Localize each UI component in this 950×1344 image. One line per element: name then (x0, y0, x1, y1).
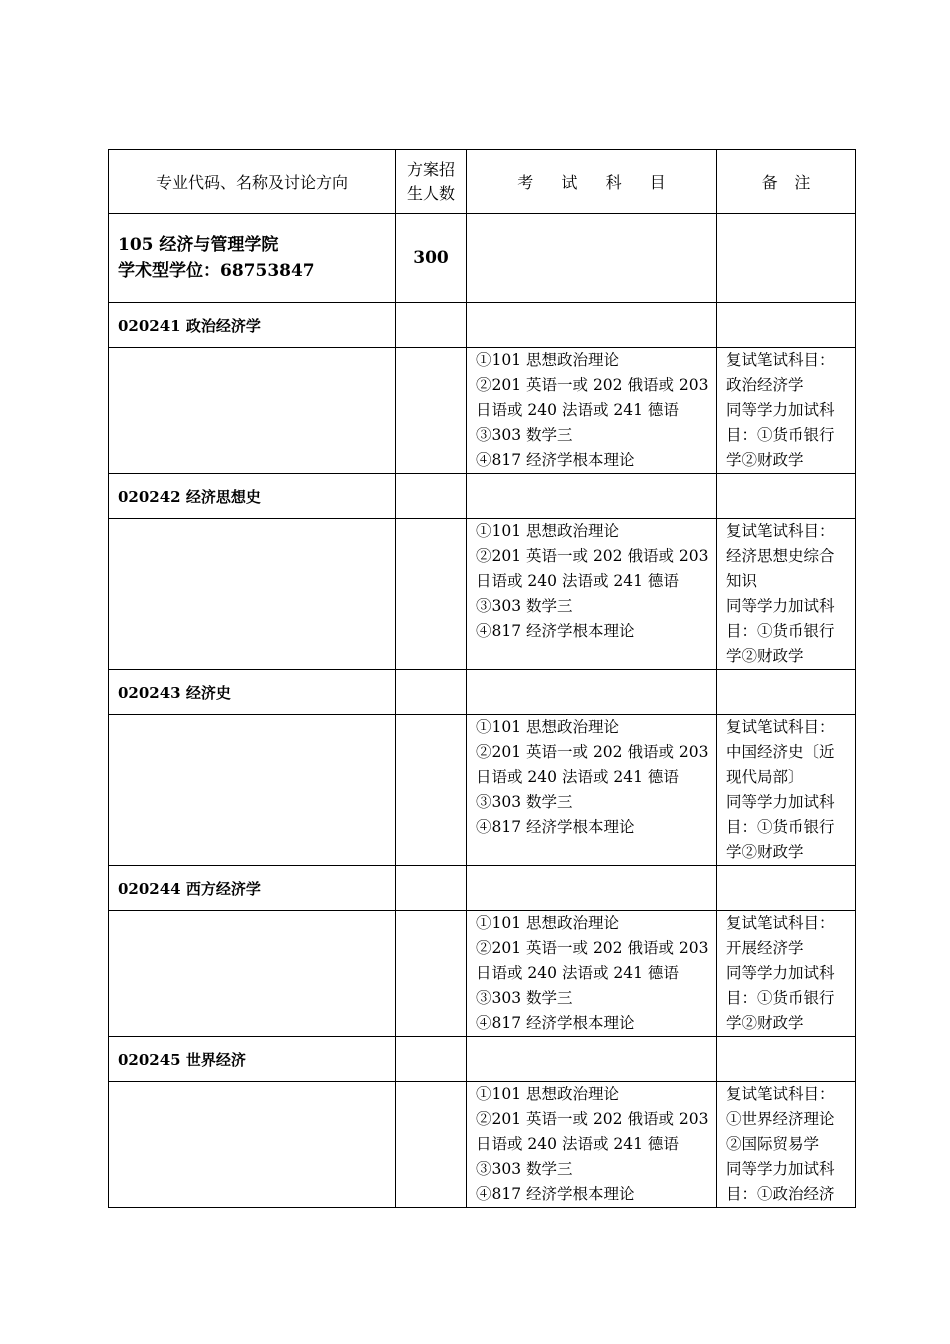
exam-subject: ④817 经济学根本理论 (476, 622, 635, 640)
major-row (109, 303, 856, 348)
remark-line: 经济思想史综合 (726, 547, 835, 565)
remark-line: ②国际贸易学 (726, 1135, 820, 1153)
major-row (109, 866, 856, 911)
exam-subject: ②201 英语一或 202 俄语或 203 (476, 939, 709, 957)
remark-line: 学②财政学 (726, 1014, 804, 1032)
remark-line: 目：①货币银行 (726, 818, 835, 836)
exam-subject: ④817 经济学根本理论 (476, 451, 635, 469)
remarks (717, 911, 856, 1037)
exam-subjects (467, 519, 717, 670)
remark-line: 知识 (726, 572, 758, 590)
exam-subject: ①101 思想政治理论 (476, 718, 620, 736)
major-name: 020242 经济思想史 (109, 474, 396, 519)
exam-subject: ④817 经济学根本理论 (476, 1014, 635, 1032)
remark-line: 目：①货币银行 (726, 622, 835, 640)
major-row (109, 474, 856, 519)
exam-subject: ③303 数学三 (476, 1160, 573, 1178)
major-name: 020241 政治经济学 (109, 303, 396, 348)
table-header-row (109, 150, 856, 214)
exam-subject: ④817 经济学根本理论 (476, 1185, 635, 1203)
remark-line: 复试笔试科目： (726, 914, 835, 932)
college-quota: 300 (396, 214, 467, 303)
remark-line: 中国经济史〔近 (726, 743, 835, 761)
exam-subject: 日语或 240 法语或 241 德语 (476, 401, 679, 419)
remark-line: 同等学力加试科 (726, 793, 835, 811)
header-subjects: 考 试 科 目 (467, 150, 717, 214)
exam-subjects (467, 715, 717, 866)
exam-subject: ①101 思想政治理论 (476, 351, 620, 369)
major-name: 020245 世界经济 (109, 1037, 396, 1082)
exam-subject: ③303 数学三 (476, 426, 573, 444)
college-row (109, 214, 856, 303)
exam-subject: ①101 思想政治理论 (476, 1085, 620, 1103)
remark-line: 目：①政治经济 (726, 1185, 835, 1203)
major-name: 020243 经济史 (109, 670, 396, 715)
remarks (717, 519, 856, 670)
remark-line: 复试笔试科目： (726, 522, 835, 540)
remark-line: 学②财政学 (726, 647, 804, 665)
exam-subject: ③303 数学三 (476, 989, 573, 1007)
exam-subject: ③303 数学三 (476, 597, 573, 615)
exam-subjects (467, 911, 717, 1037)
remark-line: 同等学力加试科 (726, 1160, 835, 1178)
remark-line: 同等学力加试科 (726, 597, 835, 615)
remark-line: 复试笔试科目： (726, 351, 835, 369)
major-row (109, 1037, 856, 1082)
remark-line: 目：①货币银行 (726, 426, 835, 444)
remarks (717, 715, 856, 866)
exam-subject: ②201 英语一或 202 俄语或 203 (476, 1110, 709, 1128)
major-detail-row (109, 911, 856, 1037)
header-quota: 方案招 生人数 (396, 150, 467, 214)
exam-subject: 日语或 240 法语或 241 德语 (476, 572, 679, 590)
exam-subjects (467, 348, 717, 474)
remarks (717, 348, 856, 474)
exam-subject: ②201 英语一或 202 俄语或 203 (476, 743, 709, 761)
exam-subject: ③303 数学三 (476, 793, 573, 811)
remark-line: ①世界经济理论 (726, 1110, 835, 1128)
exam-subject: ②201 英语一或 202 俄语或 203 (476, 547, 709, 565)
remark-line: 学②财政学 (726, 843, 804, 861)
remarks (717, 1082, 856, 1208)
major-row (109, 670, 856, 715)
exam-subject: ①101 思想政治理论 (476, 914, 620, 932)
remark-line: 开展经济学 (726, 939, 804, 957)
header-notes: 备 注 (717, 150, 856, 214)
major-name: 020244 西方经济学 (109, 866, 396, 911)
exam-subject: ①101 思想政治理论 (476, 522, 620, 540)
enrollment-table (108, 149, 856, 1208)
exam-subject: 日语或 240 法语或 241 德语 (476, 964, 679, 982)
major-detail-row (109, 715, 856, 866)
header-major: 专业代码、名称及讨论方向 (109, 150, 396, 214)
remark-line: 同等学力加试科 (726, 964, 835, 982)
major-detail-row (109, 348, 856, 474)
remark-line: 目：①货币银行 (726, 989, 835, 1007)
exam-subject: ②201 英语一或 202 俄语或 203 (476, 376, 709, 394)
remark-line: 现代局部〕 (726, 768, 804, 786)
exam-subject: ④817 经济学根本理论 (476, 818, 635, 836)
exam-subject: 日语或 240 法语或 241 德语 (476, 1135, 679, 1153)
remark-line: 复试笔试科目： (726, 718, 835, 736)
college-name: 105 经济与管理学院 学术型学位：68753847 (109, 214, 396, 303)
exam-subject: 日语或 240 法语或 241 德语 (476, 768, 679, 786)
exam-subjects (467, 1082, 717, 1208)
remark-line: 学②财政学 (726, 451, 804, 469)
remark-line: 复试笔试科目： (726, 1085, 835, 1103)
major-detail-row (109, 519, 856, 670)
remark-line: 同等学力加试科 (726, 401, 835, 419)
remark-line: 政治经济学 (726, 376, 804, 394)
major-detail-row (109, 1082, 856, 1208)
